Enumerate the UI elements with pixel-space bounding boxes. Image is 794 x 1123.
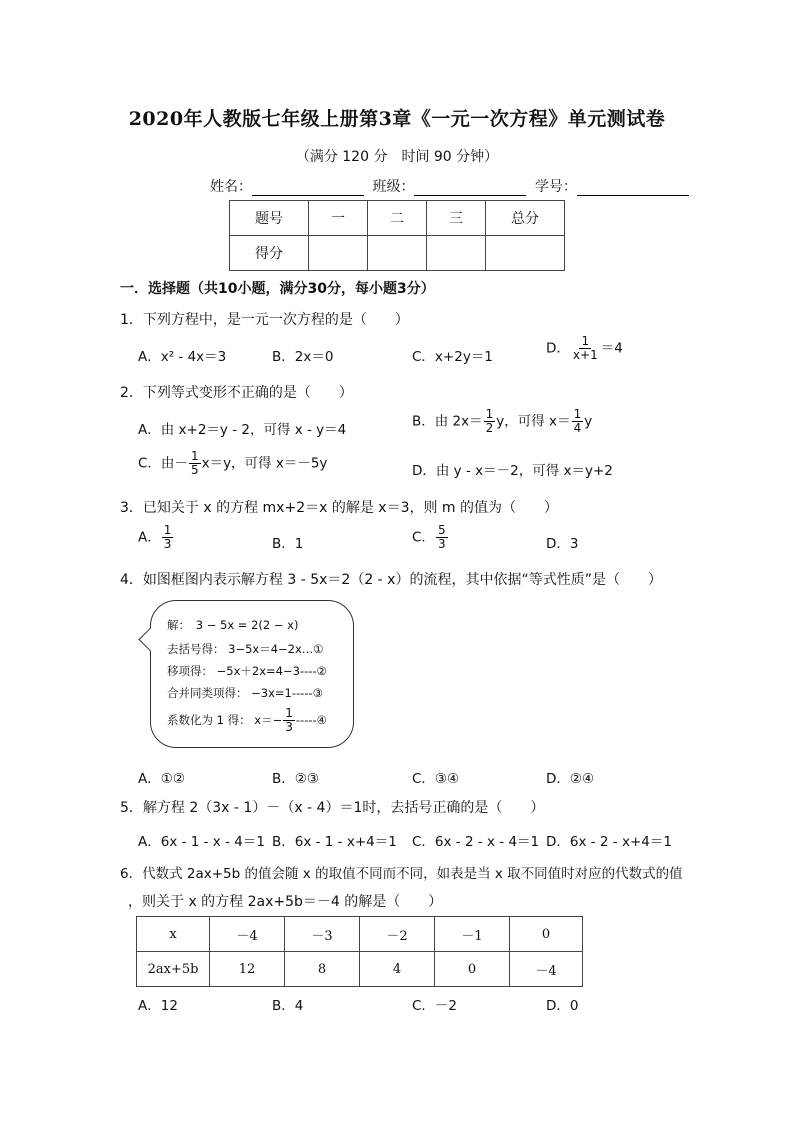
q2-option-a[interactable]: A．由 x+2＝y - 2，可得 x - y＝4 [138, 422, 347, 438]
flow-step-2 [167, 663, 327, 679]
value-table [136, 916, 583, 987]
flow-step-label: 合并同类项得： [167, 686, 248, 700]
q6-option-a[interactable]: A．12 [138, 998, 178, 1014]
q1-d-prefix: D． [546, 340, 570, 357]
q4-option-b[interactable]: B．②③ [272, 771, 319, 787]
fraction [436, 524, 448, 551]
denominator: 3 [437, 537, 446, 551]
q5-option-a[interactable]: A．6x - 1 - x - 4＝1 [138, 834, 265, 850]
flow-step-expr: −3x=1-----③ [251, 686, 323, 700]
q6-option-c[interactable]: C．－2 [412, 998, 458, 1014]
q2-b-text: y，可得 x＝ [496, 413, 571, 430]
q3-option-d[interactable]: D．3 [546, 536, 579, 552]
solution-flow-bubble [150, 600, 354, 748]
score-header: 一 [309, 201, 368, 236]
score-header: 二 [368, 201, 427, 236]
bubble-tail [138, 627, 162, 651]
table-cell: 0 [510, 917, 583, 952]
student-info-row [210, 176, 693, 196]
exam-info: （满分 120 分 时间 90 分钟） [295, 149, 499, 165]
section-heading: 一．选择题（共10小题，满分30分，每小题3分） [120, 281, 435, 297]
numerator: 1 [190, 449, 199, 463]
score-header: 总分 [486, 201, 565, 236]
numerator: 1 [573, 407, 582, 421]
q3-option-b[interactable]: B．1 [272, 536, 304, 552]
denominator: 4 [573, 421, 582, 435]
table-cell: 4 [360, 952, 435, 987]
flow-step-4 [167, 707, 327, 734]
score-row-label: 得分 [230, 236, 309, 271]
q6-option-d[interactable]: D．0 [546, 998, 579, 1014]
name-field[interactable] [252, 181, 364, 196]
q3-option-a[interactable] [138, 524, 174, 551]
flow-step-expr: x＝− [254, 713, 283, 727]
denominator: 5 [190, 463, 199, 477]
flow-step-label: 移项得： [167, 664, 213, 678]
numerator: 1 [163, 523, 172, 537]
fraction [189, 450, 201, 477]
fraction [283, 707, 295, 734]
q5-option-b[interactable]: B．6x - 1 - x+4＝1 [272, 834, 397, 850]
option-label: C． [412, 529, 435, 546]
table-cell: －2 [360, 917, 435, 952]
fraction [572, 408, 584, 435]
numerator: 1 [581, 334, 590, 348]
denominator: 3 [285, 720, 293, 734]
flow-step-label: 系数化为 1 得： [167, 713, 251, 727]
class-label: 班级： [372, 179, 415, 195]
question-6-line-2: ，则关于 x 的方程 2ax+5b＝－4 的解是（ ） [128, 894, 443, 910]
numerator: 1 [485, 407, 494, 421]
score-cell[interactable] [309, 236, 368, 271]
flow-step-expr: −5x＋2x=4−3----② [216, 664, 327, 678]
flow-step-1 [167, 641, 324, 657]
score-cell[interactable] [427, 236, 486, 271]
q1-d-suffix: ＝4 [600, 340, 623, 357]
table-cell: －4 [210, 917, 285, 952]
q5-option-c[interactable]: C．6x - 2 - x - 4＝1 [412, 834, 540, 850]
q2-c-text: C．由－ [138, 455, 188, 472]
question-1: 1．下列方程中，是一元一次方程的是（ ） [120, 312, 409, 328]
q2-option-c[interactable] [138, 450, 327, 477]
score-header: 三 [427, 201, 486, 236]
numerator: 1 [285, 706, 293, 720]
flow-step-label: 去括号得： [167, 642, 225, 656]
table-cell: 12 [210, 952, 285, 987]
id-field[interactable] [577, 181, 689, 196]
q2-c-text: x＝y，可得 x＝－5y [201, 455, 328, 472]
q2-option-b[interactable] [412, 408, 592, 435]
q4-option-a[interactable]: A．①② [138, 771, 185, 787]
table-cell: 0 [435, 952, 510, 987]
denominator: x+1 [572, 348, 598, 362]
score-cell[interactable] [368, 236, 427, 271]
q5-option-d[interactable]: D．6x - 2 - x+4＝1 [546, 834, 672, 850]
denominator: 2 [485, 421, 494, 435]
table-cell: 8 [285, 952, 360, 987]
table-cell: －4 [510, 952, 583, 987]
flow-step-expr: -----④ [295, 713, 327, 727]
fraction [571, 335, 600, 362]
q1-option-a[interactable]: A．x² - 4x＝3 [138, 349, 227, 365]
page-title: 2020年人教版七年级上册第3章《一元一次方程》单元测试卷 [128, 108, 666, 130]
q2-b-text: y [584, 413, 593, 430]
fraction [484, 408, 496, 435]
flow-step-expr: 3−5x＝4−2x…① [228, 642, 324, 656]
q1-option-d[interactable] [546, 335, 623, 362]
numerator: 5 [437, 523, 446, 537]
question-5: 5．解方程 2（3x - 1）－（x - 4）＝1时，去括号正确的是（ ） [120, 800, 545, 816]
question-2: 2．下列等式变形不正确的是（ ） [120, 385, 353, 401]
option-label: A． [138, 529, 161, 546]
q6-option-b[interactable]: B．4 [272, 998, 304, 1014]
score-cell[interactable] [486, 236, 565, 271]
q1-option-b[interactable]: B．2x＝0 [272, 349, 334, 365]
q4-option-d[interactable]: D．②④ [546, 771, 595, 787]
question-6-line-1: 6．代数式 2ax+5b 的值会随 x 的取值不同而不同，如表是当 x 取不同值时对应的代数式的值 [120, 866, 683, 882]
q2-option-d[interactable]: D．由 y - x＝－2，可得 x＝y+2 [412, 463, 613, 479]
table-cell: －1 [435, 917, 510, 952]
question-4: 4．如图框图内表示解方程 3 - 5x＝2（2 - x）的流程，其中依据“等式性质”是（ ） [120, 572, 662, 588]
q4-option-c[interactable]: C．③④ [412, 771, 460, 787]
question-3: 3．已知关于 x 的方程 mx+2＝x 的解是 x＝3，则 m 的值为（ ） [120, 500, 559, 516]
class-field[interactable] [414, 181, 526, 196]
table-cell: －3 [285, 917, 360, 952]
name-label: 姓名： [210, 179, 252, 195]
q2-b-text: B．由 2x＝ [412, 413, 483, 430]
q3-option-c[interactable] [412, 524, 449, 551]
score-table [229, 200, 565, 271]
fraction [162, 524, 174, 551]
q1-option-c[interactable]: C．x+2y＝1 [412, 349, 493, 365]
flow-step-3 [167, 685, 323, 701]
table-cell: 2ax+5b [137, 952, 210, 987]
flow-step-0: 解： 3 − 5x = 2(2 − x) [167, 618, 299, 632]
table-cell: x [137, 917, 210, 952]
denominator: 3 [163, 537, 172, 551]
id-label: 学号： [534, 179, 577, 195]
score-header: 题号 [230, 201, 309, 236]
